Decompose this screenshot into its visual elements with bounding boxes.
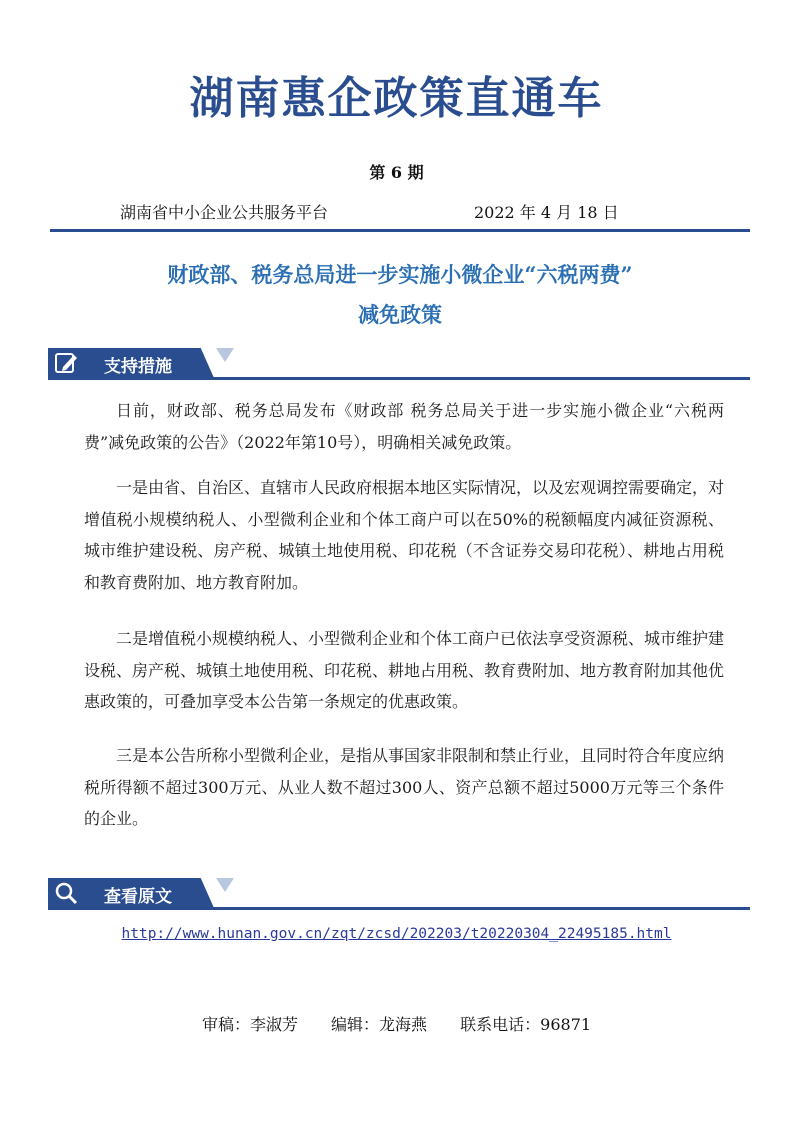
section-header-support [48,344,750,380]
pencil-note-icon [54,351,78,375]
section-header-original [48,874,750,910]
section-triangle-decoration [216,348,234,362]
source-link[interactable]: http://www.hunan.gov.cn/zqt/zcsd/202203/t20220304_22495185.html [121,926,672,942]
publisher-name: 湖南省中小企业公共服务平台 [120,203,329,222]
issue-number: 第 6 期 [369,163,424,182]
magnifier-icon [54,881,78,905]
masthead-title: 湖南惠企政策直通车 [189,73,604,124]
section-underline [48,377,750,380]
paragraph-3: 三是本公告所称小型微利企业，是指从事国家非限制和禁止行业，且同时符合年度应纳税所得额不超过300万元、从业人数不超过300人、资产总额不超过5000万元等三个条件的企业。 [84,746,725,828]
article-title [60,255,740,335]
header-divider [50,229,750,232]
editor: 编辑：龙海燕 [331,1015,428,1034]
section-label-original: 查看原文 [104,887,172,907]
publish-date: 2022 年 4 月 18 日 [474,203,619,222]
contact-phone: 联系电话：96871 [460,1015,592,1034]
section-triangle-decoration [216,878,234,892]
footer-credits [0,1012,793,1035]
article-title-line2: 减免政策 [358,302,442,327]
paragraph-intro: 日前，财政部、税务总局发布《财政部 税务总局关于进一步实施小微企业“六税两费”减免政策的公告》（2022年第10号），明确相关减免政策。 [84,401,724,452]
section-underline [48,907,750,910]
paragraph-1: 一是由省、自治区、直辖市人民政府根据本地区实际情况，以及宏观调控需要确定，对增值税小规模纳税人、小型微利企业和个体工商户可以在50%的税额幅度内减征资源税、城市维护建设税、房产税、城镇土地使用税、印花税（不含证券交易印花税）、耕地占用税和教育费附加、地方教育附加。 [84,478,725,592]
section-label-support: 支持措施 [104,357,172,377]
paragraph-2: 二是增值税小规模纳税人、小型微利企业和个体工商户已依法享受资源税、城市维护建设税、房产税、城镇土地使用税、印花税、耕地占用税、教育费附加、地方教育附加其他优惠政策的，可叠加享受本公告第一条规定的优惠政策。 [84,629,725,711]
reviewer: 审稿：李淑芳 [201,1015,298,1034]
article-title-line1: 财政部、税务总局进一步实施小微企业“六税两费” [167,262,633,287]
